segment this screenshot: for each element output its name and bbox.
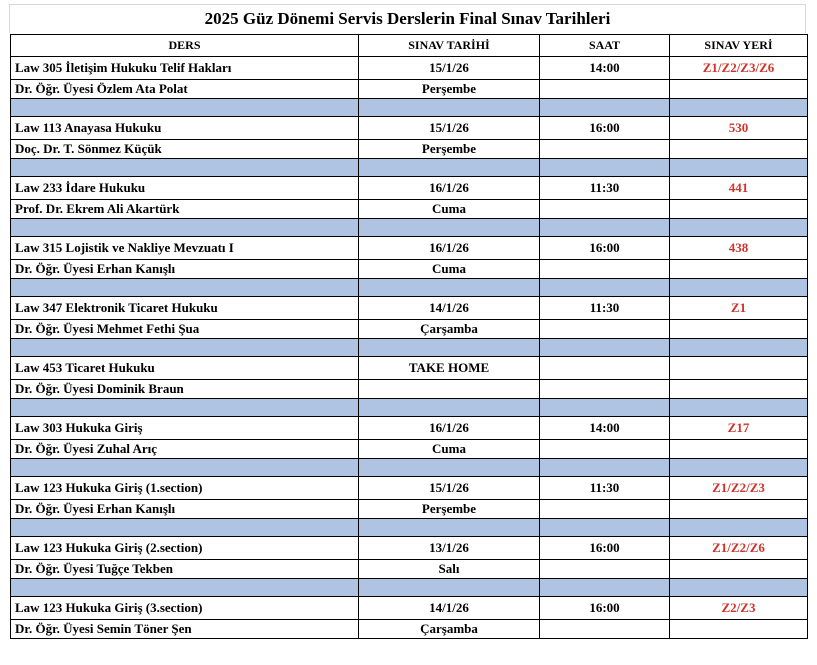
exam-time: 11:30 [540,177,670,200]
course-name: Law 347 Elektronik Ticaret Hukuku [11,297,359,320]
exam-day: Cuma [359,200,540,219]
exam-date: TAKE HOME [359,357,540,380]
instructor-row [11,80,808,99]
separator-row [11,579,808,597]
instructor-name: Dr. Öğr. Üyesi Zuhal Arıç [11,440,359,459]
empty-cell [540,500,670,519]
separator-cell [359,159,540,177]
separator-cell [11,519,359,537]
empty-cell [540,620,670,639]
course-name: Law 123 Hukuka Giriş (2.section) [11,537,359,560]
empty-cell [540,320,670,339]
exam-date: 13/1/26 [359,537,540,560]
separator-cell [359,279,540,297]
instructor-row [11,620,808,639]
course-row [11,477,808,500]
page-title: 2025 Güz Dönemi Servis Derslerin Final Sınav Tarihleri [9,4,806,33]
exam-day [359,380,540,399]
course-row [11,177,808,200]
exam-date: 14/1/26 [359,597,540,620]
separator-cell [670,339,808,357]
header-row [11,35,808,57]
exam-date: 16/1/26 [359,237,540,260]
empty-cell [670,380,808,399]
separator-cell [670,159,808,177]
empty-cell [540,440,670,459]
instructor-row [11,200,808,219]
exam-time: 16:00 [540,597,670,620]
exam-time: 14:00 [540,57,670,80]
separator-cell [670,519,808,537]
exam-room: 441 [670,177,808,200]
separator-cell [540,339,670,357]
separator-cell [540,279,670,297]
empty-cell [670,620,808,639]
separator-row [11,99,808,117]
exam-room: Z17 [670,417,808,440]
empty-cell [670,320,808,339]
instructor-name: Doç. Dr. T. Sönmez Küçük [11,140,359,159]
course-name: Law 123 Hukuka Giriş (1.section) [11,477,359,500]
separator-cell [359,519,540,537]
exam-schedule-table [10,34,808,639]
exam-date: 16/1/26 [359,177,540,200]
separator-cell [359,459,540,477]
exam-day: Salı [359,560,540,579]
empty-cell [540,200,670,219]
separator-row [11,159,808,177]
exam-room: Z1/Z2/Z3 [670,477,808,500]
separator-cell [540,459,670,477]
separator-cell [359,219,540,237]
course-row [11,357,808,380]
separator-cell [359,99,540,117]
separator-cell [670,99,808,117]
separator-cell [540,99,670,117]
instructor-name: Dr. Öğr. Üyesi Dominik Braun [11,380,359,399]
exam-room: Z1/Z2/Z6 [670,537,808,560]
empty-cell [670,560,808,579]
header-date: SINAV TARİHİ [359,35,540,57]
instructor-name: Dr. Öğr. Üyesi Özlem Ata Polat [11,80,359,99]
course-row [11,237,808,260]
separator-cell [670,579,808,597]
separator-cell [11,339,359,357]
empty-cell [540,140,670,159]
course-name: Law 305 İletişim Hukuku Telif Hakları [11,57,359,80]
exam-table-body [11,57,808,639]
empty-cell [540,380,670,399]
exam-time: 16:00 [540,237,670,260]
exam-date: 15/1/26 [359,57,540,80]
exam-room [670,357,808,380]
exam-day: Perşembe [359,500,540,519]
separator-row [11,399,808,417]
header-course: DERS [11,35,359,57]
separator-row [11,279,808,297]
empty-cell [670,140,808,159]
instructor-row [11,560,808,579]
header-room: SINAV YERİ [670,35,808,57]
exam-day: Çarşamba [359,620,540,639]
separator-cell [540,159,670,177]
instructor-name: Dr. Öğr. Üyesi Erhan Kanışlı [11,260,359,279]
separator-row [11,339,808,357]
course-name: Law 113 Anayasa Hukuku [11,117,359,140]
separator-cell [11,159,359,177]
exam-room: Z1 [670,297,808,320]
exam-date: 14/1/26 [359,297,540,320]
exam-time: 14:00 [540,417,670,440]
exam-day: Perşembe [359,80,540,99]
instructor-row [11,380,808,399]
instructor-name: Dr. Öğr. Üyesi Mehmet Fethi Şua [11,320,359,339]
course-name: Law 233 İdare Hukuku [11,177,359,200]
separator-cell [359,399,540,417]
separator-cell [11,399,359,417]
exam-date: 15/1/26 [359,477,540,500]
empty-cell [670,200,808,219]
course-name: Law 303 Hukuka Giriş [11,417,359,440]
separator-cell [11,279,359,297]
separator-cell [11,459,359,477]
exam-time: 16:00 [540,117,670,140]
exam-time [540,357,670,380]
empty-cell [670,260,808,279]
course-name: Law 123 Hukuka Giriş (3.section) [11,597,359,620]
course-row [11,417,808,440]
instructor-name: Dr. Öğr. Üyesi Erhan Kanışlı [11,500,359,519]
course-row [11,117,808,140]
course-row [11,297,808,320]
instructor-row [11,440,808,459]
separator-row [11,459,808,477]
exam-time: 11:30 [540,297,670,320]
separator-cell [11,219,359,237]
exam-room: 438 [670,237,808,260]
exam-room: Z1/Z2/Z3/Z6 [670,57,808,80]
separator-cell [670,219,808,237]
exam-time: 16:00 [540,537,670,560]
separator-cell [540,399,670,417]
separator-row [11,519,808,537]
empty-cell [540,80,670,99]
separator-cell [11,99,359,117]
course-row [11,57,808,80]
empty-cell [670,440,808,459]
exam-day: Cuma [359,260,540,279]
instructor-row [11,500,808,519]
empty-cell [670,80,808,99]
separator-cell [540,579,670,597]
exam-date: 15/1/26 [359,117,540,140]
course-name: Law 315 Lojistik ve Nakliye Mevzuatı I [11,237,359,260]
instructor-row [11,260,808,279]
separator-cell [540,219,670,237]
separator-row [11,219,808,237]
instructor-name: Dr. Öğr. Üyesi Semin Töner Şen [11,620,359,639]
empty-cell [540,560,670,579]
exam-time: 11:30 [540,477,670,500]
separator-cell [11,579,359,597]
instructor-row [11,140,808,159]
exam-room: Z2/Z3 [670,597,808,620]
separator-cell [670,399,808,417]
separator-cell [540,519,670,537]
course-name: Law 453 Ticaret Hukuku [11,357,359,380]
exam-date: 16/1/26 [359,417,540,440]
empty-cell [540,260,670,279]
exam-room: 530 [670,117,808,140]
header-time: SAAT [540,35,670,57]
separator-cell [359,339,540,357]
exam-day: Perşembe [359,140,540,159]
exam-day: Cuma [359,440,540,459]
empty-cell [670,500,808,519]
course-row [11,597,808,620]
separator-cell [670,459,808,477]
separator-cell [359,579,540,597]
instructor-name: Prof. Dr. Ekrem Ali Akartürk [11,200,359,219]
separator-cell [670,279,808,297]
instructor-name: Dr. Öğr. Üyesi Tuğçe Tekben [11,560,359,579]
instructor-row [11,320,808,339]
course-row [11,537,808,560]
exam-day: Çarşamba [359,320,540,339]
